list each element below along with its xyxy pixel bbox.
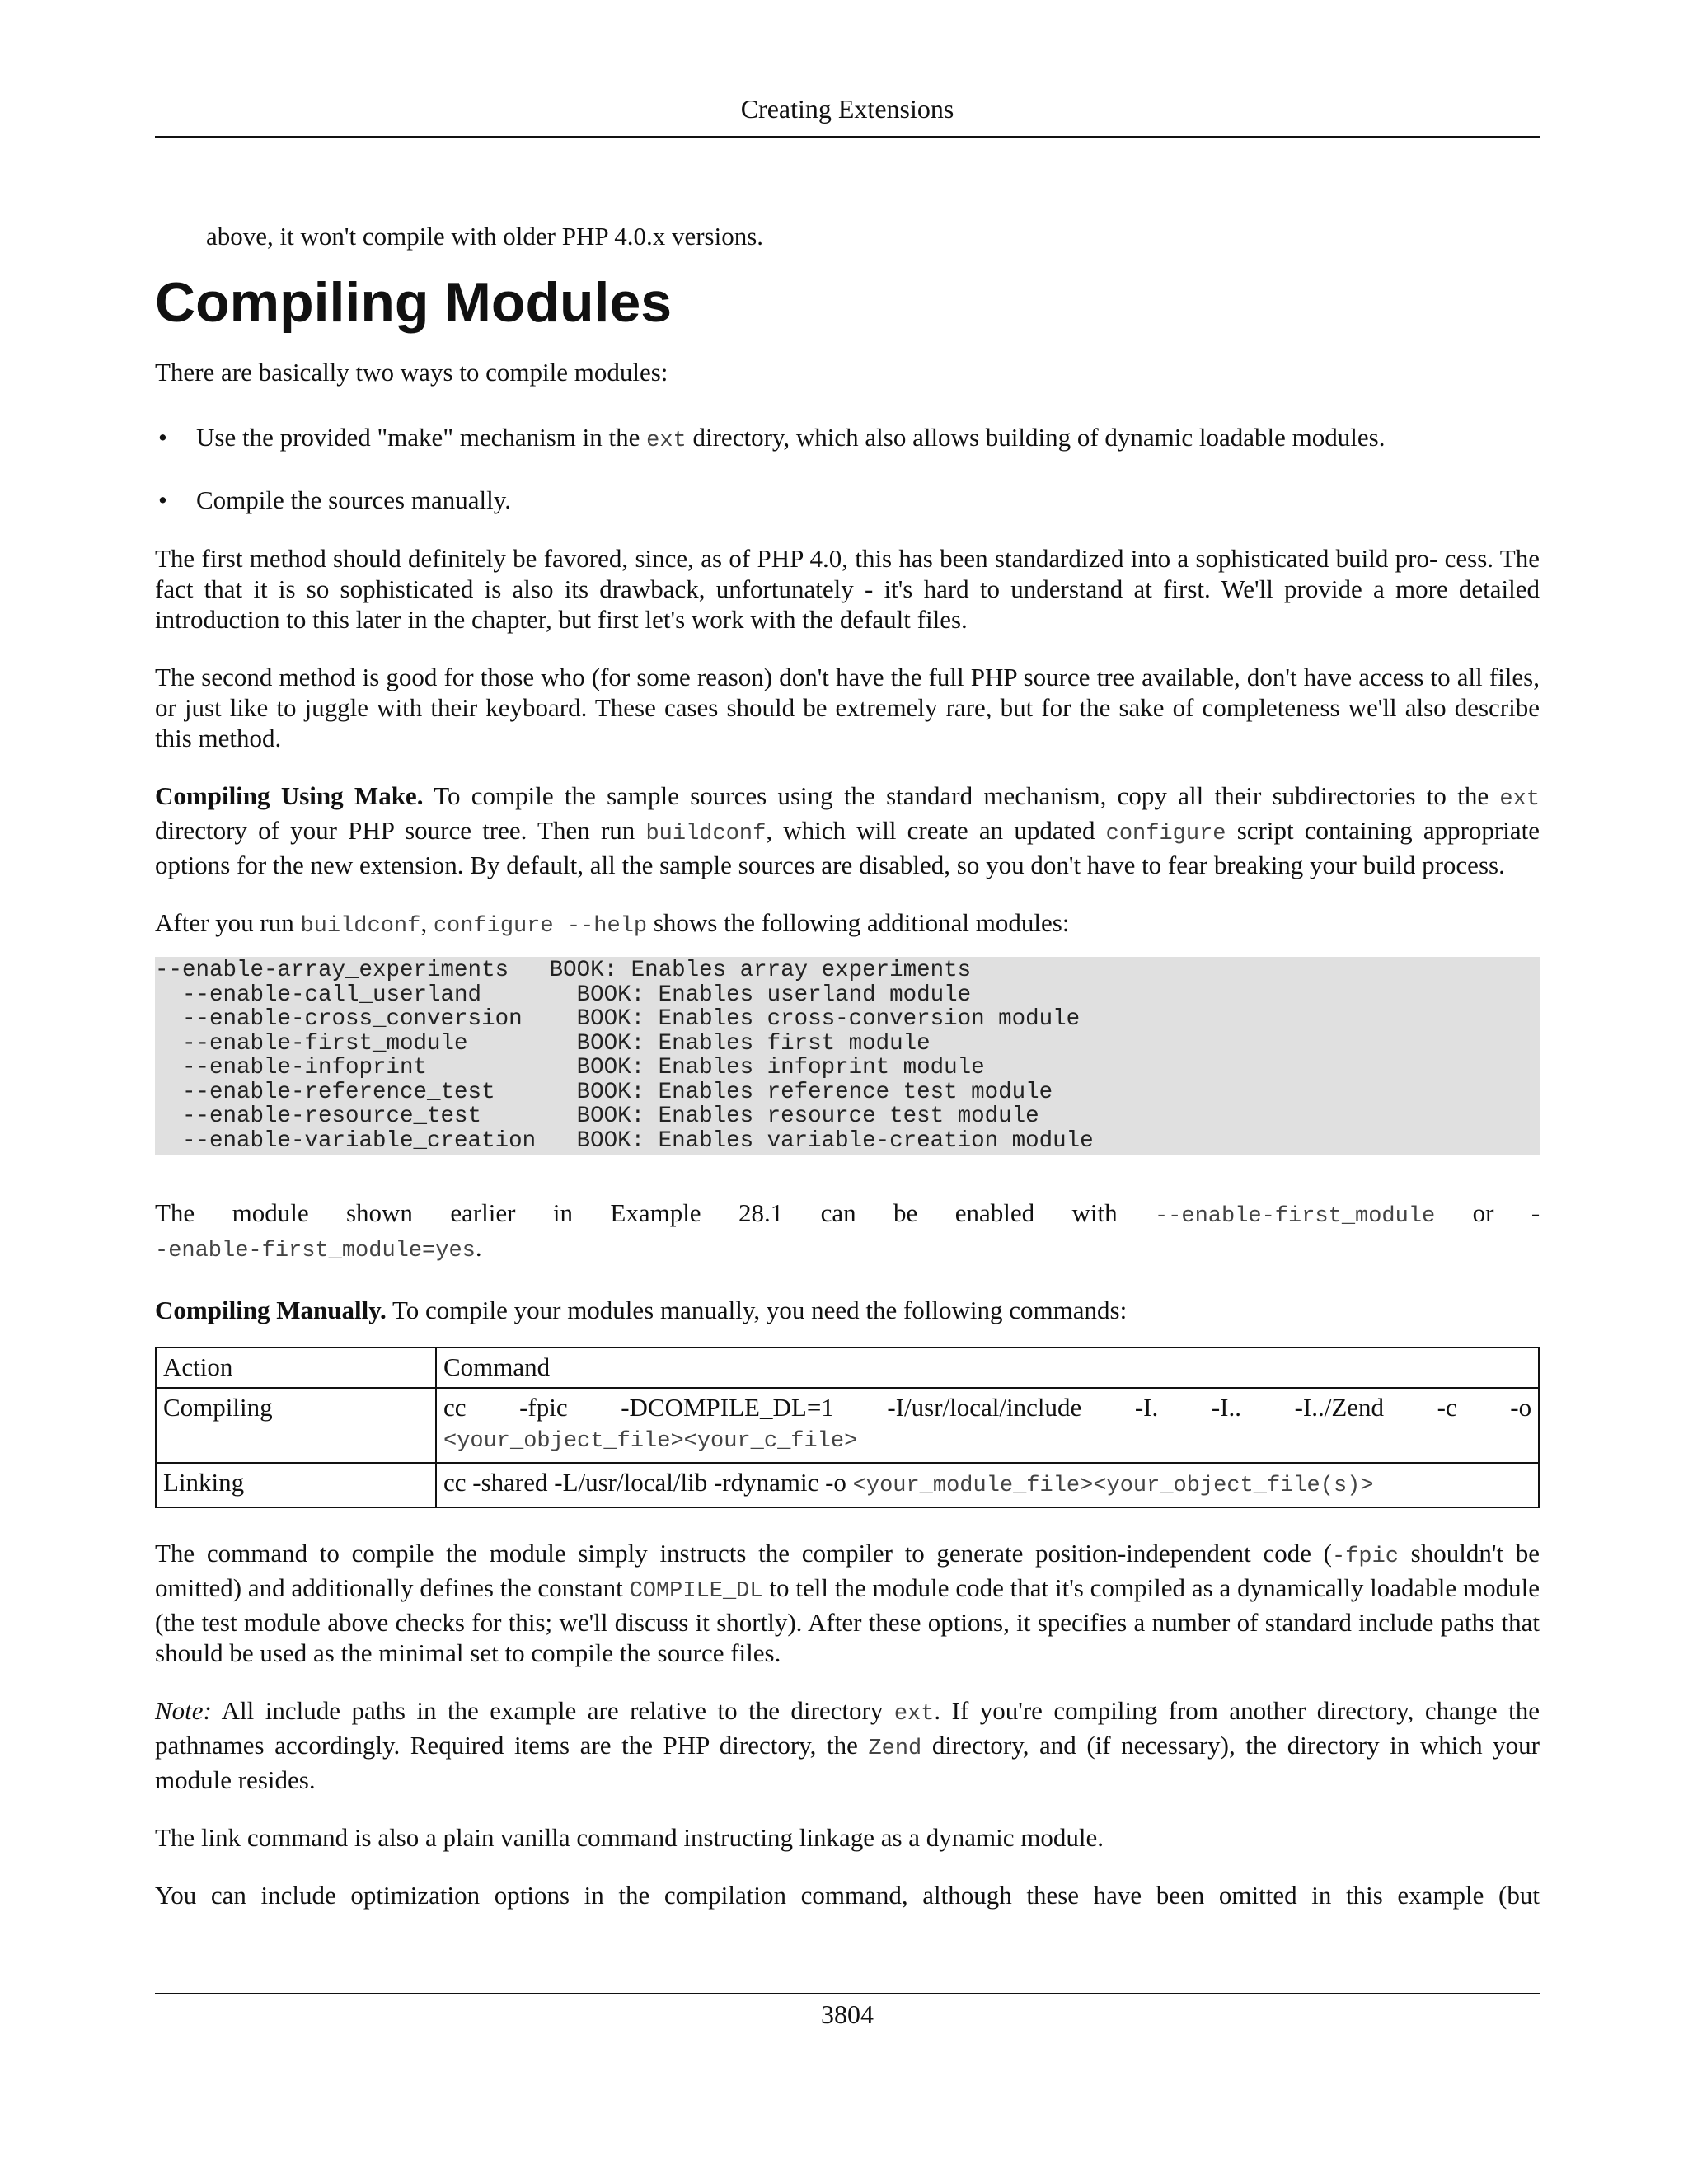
paragraph-compiling-make: Compiling Using Make. To compile the sample sources using the standard mechanism, copy all their subdirectories to the ext directory of your PHP source tree. Then run buildconf, which will create an updated configure script containing appropriate options for the new extension. By default, all the sample sources are disabled, so you don't have to fear breaking your build process. <box>155 781 1540 879</box>
inline-code: COMPILE_DL <box>629 1579 763 1604</box>
paragraph-note: Note: All include paths in the example are relative to the directory ext. If you're compiling from another directory, change the pathnames accordingly. Required items are the PHP directory, the Zend directory, and (if necessary), the directory in which your module resides. <box>155 1696 1540 1794</box>
paragraph-after-run: After you run buildconf, configure --help shows the following additional modules: <box>155 908 1070 939</box>
inline-code: ext <box>1499 787 1540 812</box>
table-cell-action: Linking <box>156 1463 436 1507</box>
table-cell-command: cc -fpic -DCOMPILE_DL=1 -I/usr/local/include -I. -I.. -I../Zend -c -o <your_object_file><your_c_file> <box>436 1388 1539 1463</box>
table-row <box>156 1388 1539 1463</box>
section-title: Compiling Modules <box>155 271 673 334</box>
inline-code: buildconf <box>645 822 767 846</box>
inline-code: ext <box>646 429 687 453</box>
inline-code: --enable-first_module <box>1154 1204 1436 1229</box>
configure-options-code-block: --enable-array_experiments BOOK: Enables array experiments --enable-call_userland BOOK: Enables userland module --enable-cross_conversion BOOK: Enables cross-conversion module --enable-first_module BOOK: Enables first module --enable-infoprint BOOK: Enables infoprint module --enable-reference_test BOOK: Enables reference test module --enable-resource_test BOOK: Enables resource test module --enable-variable_creation BOOK: Enables variable-creation module <box>155 957 1540 1155</box>
paragraph-method-two: The second method is good for those who (for some reason) don't have the full PHP source tree available, don't have access to all files, or just like to juggle with their keyboard. These cases should be extremely rare, but for the sake of completeness we'll also describe this method. <box>155 663 1540 752</box>
paragraph-compiling-manually: Compiling Manually. To compile your modules manually, you need the following commands: <box>155 1296 1128 1324</box>
inline-code: <your_object_file><your_c_file> <box>443 1429 858 1454</box>
bullet-icon: • <box>158 423 167 452</box>
inline-code: configure <box>1105 822 1226 846</box>
inline-code: ext <box>893 1702 935 1727</box>
paragraph-optimization: You can include optimization options in the compilation command, although these have been omitted in this example (but <box>155 1881 1540 1910</box>
inline-code: buildconf <box>300 914 421 939</box>
list-item: • Compile the sources manually. <box>158 485 511 514</box>
note-label: Note: <box>155 1696 212 1725</box>
section-lead: There are basically two ways to compile modules: <box>155 358 668 387</box>
run-in-heading: Compiling Manually. <box>155 1296 387 1324</box>
inline-code: configure --help <box>433 914 648 939</box>
paragraph-compile-explanation: The command to compile the module simply instructs the compiler to generate position-independent code (-fpic shouldn't be omitted) and additionally defines the constant COMPILE_DL to tell the module code that it's compiled as a dynamically loadable module (the test module above checks for this; we'll discuss it shortly). After these options, it specifies a number of standard include paths that should be used as the minimal set to compile the source files. <box>155 1539 1540 1667</box>
paragraph-link: The link command is also a plain vanilla command instructing linkage as a dynamic module. <box>155 1823 1104 1852</box>
bullet-icon: • <box>158 485 167 514</box>
bullet-list <box>155 422 1540 515</box>
page-content <box>155 221 1540 1938</box>
inline-code: <your_module_file><your_object_file(s)> <box>852 1474 1374 1498</box>
table-cell-command: cc -shared -L/usr/local/lib -rdynamic -o <your_module_file><your_object_file(s)> <box>436 1463 1539 1507</box>
commands-table <box>155 1347 1540 1508</box>
table-header-row <box>156 1347 1539 1388</box>
paragraph-module-shown: The module shown earlier in Example 28.1 can be enabled with --enable-first_module or - -enable-first_module=yes. <box>155 1198 1540 1263</box>
inline-code: -fpic <box>1331 1544 1399 1569</box>
inline-code: Zend <box>868 1736 922 1761</box>
table-row <box>156 1463 1539 1507</box>
justified-line: The module shown earlier in Example 28.1 can be enabled with --enable-first_module or - <box>155 1198 1540 1229</box>
inline-code: -enable-first_module=yes <box>155 1239 476 1263</box>
header-rule <box>155 136 1540 138</box>
table-header-cell: Command <box>436 1347 1539 1388</box>
intro-continuation: above, it won't compile with older PHP 4.0.x versions. <box>206 222 764 251</box>
list-item: • Use the provided "make" mechanism in the ext directory, which also allows building of dynamic loadable modules. <box>158 423 1386 453</box>
footer-rule <box>155 1993 1540 1994</box>
running-header: Creating Extensions <box>740 94 954 124</box>
page-number: 3804 <box>821 1999 874 2029</box>
table-cell-action: Compiling <box>156 1388 436 1463</box>
run-in-heading: Compiling Using Make. <box>155 781 424 810</box>
table-header-cell: Action <box>156 1347 436 1388</box>
paragraph-method-one: The first method should definitely be favored, since, as of PHP 4.0, this has been standardized into a sophisticated build pro- cess. The fact that it is so sophisticated is also its drawback, unfortunately - it's hard to understand at first. We'll provide a more detailed introduction to this later in the chapter, but first let's work with the default files. <box>155 544 1540 634</box>
